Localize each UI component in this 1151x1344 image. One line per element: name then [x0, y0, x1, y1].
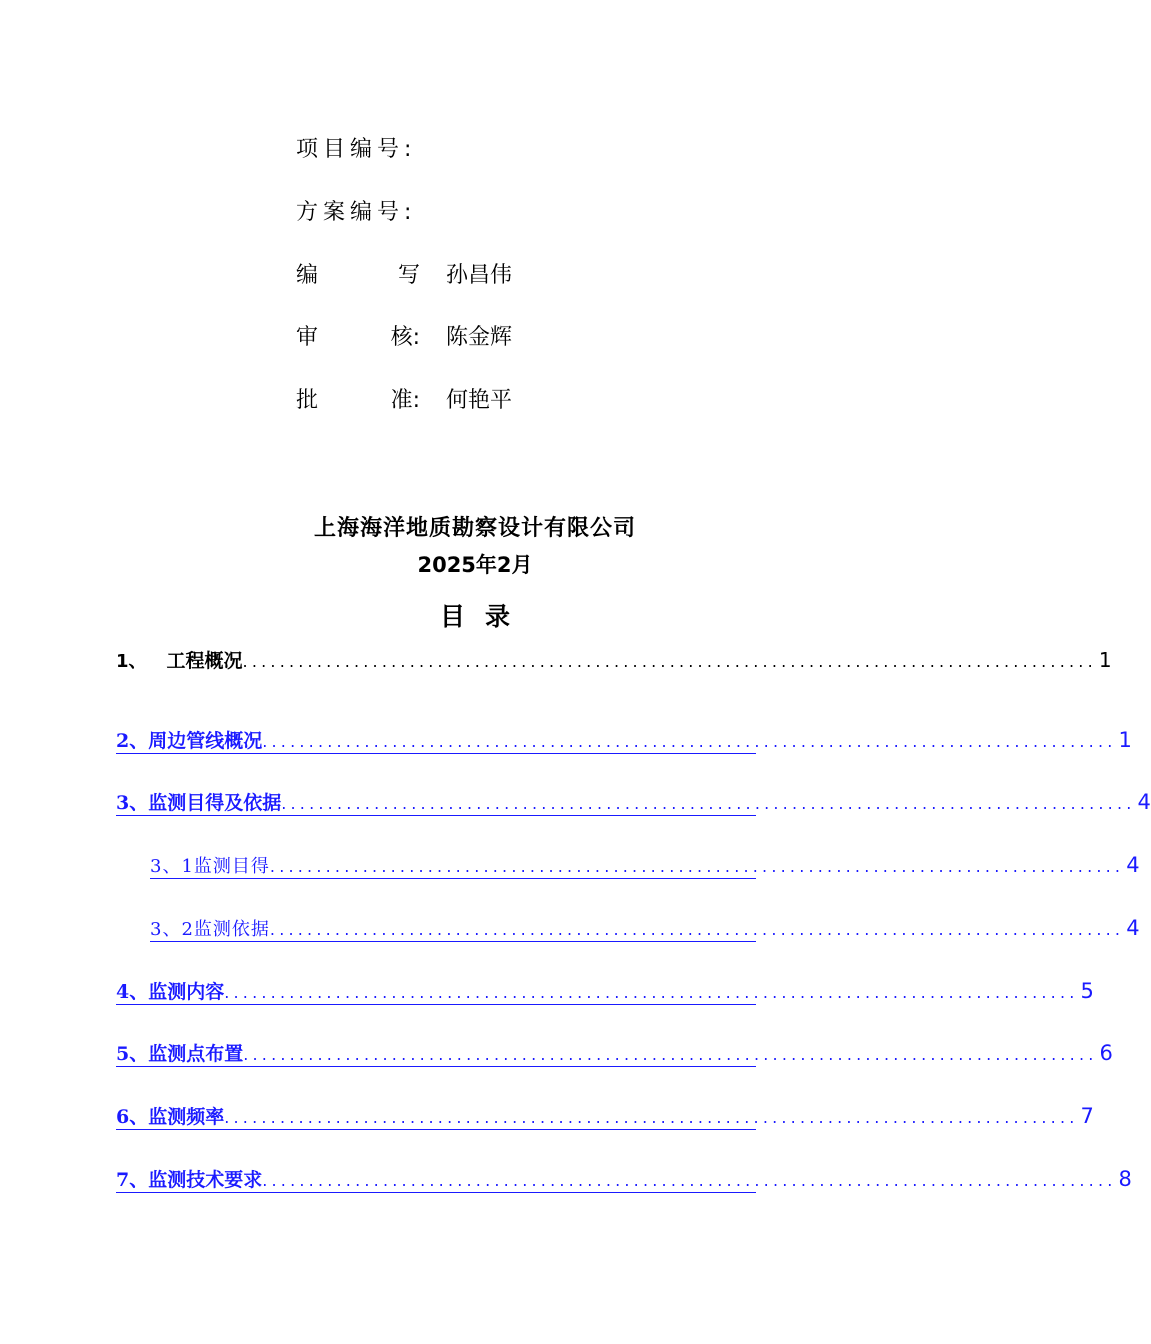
toc-entry-1[interactable]	[116, 647, 1112, 673]
author-label-start: 编	[296, 263, 319, 288]
toc-entry-label: 3、2监测依据	[150, 919, 270, 940]
toc-entry-page: 5	[1080, 979, 1094, 1003]
toc-entry-page: 4	[1137, 790, 1151, 814]
toc-link-5[interactable]	[116, 1040, 1113, 1067]
author-value: 孙昌伟	[446, 263, 513, 288]
toc-entry-label: 3、1监测目得	[150, 856, 270, 877]
toc-dot-leader: ............................................................................................	[243, 1045, 1098, 1064]
toc-link-7[interactable]	[116, 1166, 1132, 1193]
toc-entry-label: 7、监测技术要求	[116, 1169, 263, 1191]
approver-label	[296, 386, 420, 416]
toc-entry-page: 1	[1098, 648, 1112, 672]
approver-label-start: 批	[296, 388, 319, 413]
toc-entry-page: 4	[1126, 916, 1140, 940]
approver-value: 何艳平	[446, 388, 513, 413]
approver-label-end: 准:	[390, 388, 420, 413]
toc-entry-label: 工程概况	[166, 650, 243, 672]
reviewer-label	[296, 323, 420, 353]
toc-dot-leader: ............................................................................................	[242, 652, 1097, 671]
toc-entry-page: 4	[1126, 853, 1140, 877]
company-name: 上海海洋地质勘察设计有限公司	[313, 515, 636, 541]
toc-entry-page: 7	[1080, 1104, 1094, 1128]
author-label-end: 写	[397, 263, 420, 288]
toc-entry-page: 8	[1118, 1167, 1132, 1191]
toc-link-6[interactable]	[116, 1103, 1094, 1130]
toc-entry-page: 1	[1118, 728, 1132, 752]
toc-entry-label: 3、监测目得及依据	[116, 792, 282, 814]
toc-dot-leader: ............................................................................................	[224, 1108, 1079, 1127]
author-label	[296, 261, 420, 291]
toc-dot-leader: ............................................................................................	[281, 794, 1136, 813]
toc-dot-leader: ............................................................................................	[224, 983, 1079, 1002]
toc-link-3[interactable]	[116, 789, 1151, 816]
toc-dot-leader: ............................................................................................	[269, 920, 1125, 939]
plan-number-label: 方案编号:	[296, 200, 417, 225]
toc-entry-label: 4、监测内容	[116, 981, 225, 1003]
document-date: 2025年2月	[417, 553, 533, 577]
toc-entry-label: 2、周边管线概况	[116, 730, 263, 752]
toc-link-4[interactable]	[116, 978, 1094, 1005]
project-number-label: 项目编号:	[296, 137, 417, 162]
toc-dot-leader: ............................................................................................	[269, 857, 1125, 876]
toc-link-3-1[interactable]	[150, 852, 1140, 879]
reviewer-value: 陈金辉	[446, 325, 513, 350]
toc-entry-page: 6	[1099, 1041, 1113, 1065]
reviewer-label-end: 核:	[390, 325, 420, 350]
toc-entry-number: 1、	[116, 651, 147, 672]
toc-dot-leader: ............................................................................................	[262, 1171, 1117, 1190]
toc-title: 目录	[439, 602, 530, 631]
toc-link-3-2[interactable]	[150, 915, 1140, 942]
toc-link-2[interactable]	[116, 727, 1132, 754]
toc-entry-label: 6、监测频率	[116, 1106, 225, 1128]
reviewer-label-start: 审	[296, 325, 319, 350]
toc-dot-leader: ............................................................................................	[262, 732, 1117, 751]
toc-entry-label: 5、监测点布置	[116, 1043, 244, 1065]
